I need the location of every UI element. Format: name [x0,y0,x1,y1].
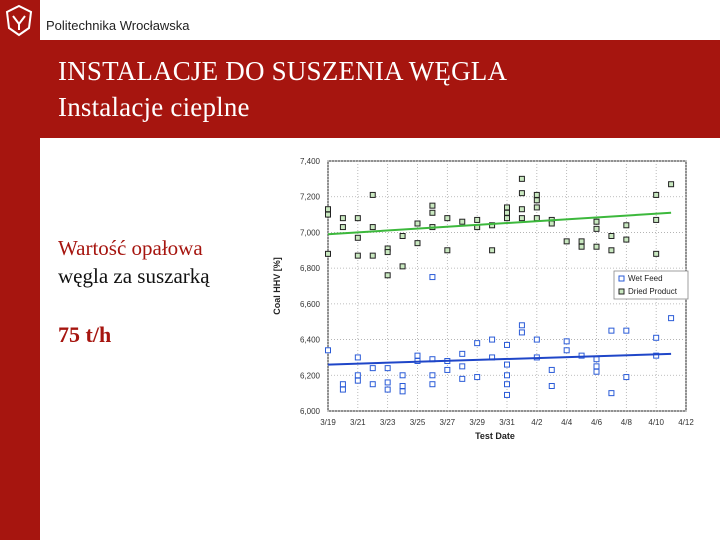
y-axis-label: Coal HHV [%] [272,257,282,315]
dried-product-point [430,203,435,208]
x-tick-label: 3/21 [350,418,366,427]
hhv-scatter-chart [262,150,702,440]
wet-feed-point [400,373,405,378]
dried-product-point [519,191,524,196]
wet-feed-point [445,367,450,372]
wet-feed-point [430,382,435,387]
wet-feed-point [594,357,599,362]
x-axis-label: Test Date [475,431,515,440]
dried-product-point [445,248,450,253]
dried-product-point [505,210,510,215]
wet-feed-point [564,339,569,344]
dried-product-point [340,216,345,221]
x-axis-ticks [320,418,694,427]
wet-feed-point [624,328,629,333]
page-subtitle: Instalacje cieplne [58,92,250,122]
wet-feed-point [505,342,510,347]
dried-product-point [430,210,435,215]
y-tick-label: 7,400 [299,157,320,166]
dried-product-point [340,225,345,230]
dried-product-point [519,207,524,212]
dried-product-point [654,217,659,222]
wet-feed-point [519,330,524,335]
wet-feed-point [355,373,360,378]
dried-product-point [594,219,599,224]
dried-product-point [490,248,495,253]
x-tick-label: 3/29 [469,418,485,427]
dried-product-point [370,192,375,197]
wet-feed-point [505,362,510,367]
body-line-1: Wartość opałowa [58,236,203,260]
dried-product-point [326,251,331,256]
dried-product-point [355,235,360,240]
wet-feed-point [669,316,674,321]
wet-feed-point [385,366,390,371]
y-tick-label: 7,200 [299,192,320,202]
body-line-2: węgla za suszarką [58,264,210,288]
dried-product-point [475,217,480,222]
legend-label: Dried Product [628,287,677,296]
y-tick-label: 6,600 [299,299,320,309]
dried-product-point [624,223,629,228]
wet-feed-point [594,364,599,369]
y-tick-label: 6,200 [299,371,320,381]
dried-product-point [624,237,629,242]
dried-product-point [385,250,390,255]
y-tick-label: 7,000 [299,228,320,238]
wet-feed-point [400,384,405,389]
dried-product-point [355,216,360,221]
wet-feed-point [609,391,614,396]
dried-product-point [415,241,420,246]
x-tick-label: 3/27 [439,418,456,427]
dried-product-point [534,198,539,203]
dried-product-point [400,234,405,239]
dried-product-point [534,205,539,210]
dried-product-point [594,244,599,249]
dried-product-point [385,273,390,278]
dried-product-point [519,216,524,221]
x-tick-label: 3/31 [499,418,515,427]
x-tick-label: 4/8 [620,418,632,427]
body-line-3: 75 t/h [58,322,112,347]
dried-product-point [594,226,599,231]
wet-feed-point [460,364,465,369]
wet-feed-point [385,380,390,385]
left-accent-bar [0,0,40,540]
dried-product-point [579,239,584,244]
page-title: INSTALACJE DO SUSZENIA WĘGLA [58,56,508,86]
wet-feed-point [654,335,659,340]
dried-product-point [654,251,659,256]
wet-feed-point [549,384,554,389]
dried-product-point [609,234,614,239]
dried-product-point [326,212,331,217]
wet-feed-point [370,366,375,371]
wet-feed-point [594,369,599,374]
dried-product-point [370,253,375,258]
logo-text: Politechnika Wrocławska [46,18,190,33]
wet-feed-point [549,367,554,372]
x-tick-label: 4/12 [678,418,694,427]
y-tick-label: 6,400 [299,335,320,345]
dried-product-point [460,219,465,224]
dried-product-point [534,216,539,221]
wet-feed-point [475,341,480,346]
x-tick-label: 4/6 [590,418,603,427]
dried-product-point [505,216,510,221]
wet-feed-point [475,375,480,380]
university-logo-icon [2,2,36,38]
wet-feed-point [340,387,345,392]
dried-product-point [445,216,450,221]
wet-feed-point [370,382,375,387]
dried-product-point [400,264,405,269]
x-tick-label: 3/25 [409,418,426,427]
x-tick-label: 4/4 [561,418,573,427]
wet-feed-point [415,353,420,358]
x-tick-label: 3/23 [379,418,396,427]
y-tick-label: 6,800 [299,264,320,274]
dried-product-point [669,182,674,187]
wet-feed-point [355,378,360,383]
wet-feed-point [624,375,629,380]
dried-product-point [519,176,524,181]
wet-feed-point [460,376,465,381]
dried-product-point [415,221,420,226]
title-band [40,40,720,138]
dried-product-point [564,239,569,244]
wet-feed-point [460,351,465,356]
wet-feed-point [430,373,435,378]
dried-product-point [549,221,554,226]
legend-swatch [619,289,624,294]
wet-feed-point [519,323,524,328]
wet-feed-point [505,392,510,397]
wet-feed-point [534,337,539,342]
dried-product-point [505,205,510,210]
wet-feed-point [505,382,510,387]
legend-label: Wet Feed [628,274,663,283]
wet-feed-point [505,373,510,378]
wet-feed-point [609,328,614,333]
wet-feed-point [385,387,390,392]
dried-product-point [534,192,539,197]
wet-feed-point [355,355,360,360]
x-tick-label: 4/10 [648,418,664,427]
y-tick-label: 6,000 [299,407,320,416]
wet-feed-point [430,275,435,280]
dried-product-point [326,207,331,212]
y-axis-ticks [300,157,321,416]
wet-feed-point [490,337,495,342]
dried-product-point [370,225,375,230]
wet-feed-point [564,348,569,353]
dried-product-point [654,192,659,197]
wet-feed-point [340,382,345,387]
x-tick-label: 4/2 [531,418,543,427]
dried-product-point [609,248,614,253]
dried-product-point [355,253,360,258]
wet-feed-point [326,348,331,353]
x-tick-label: 3/19 [320,418,336,427]
dried-product-point [579,244,584,249]
legend-swatch [619,276,624,281]
chart-legend [614,271,688,299]
wet-feed-point [400,389,405,394]
